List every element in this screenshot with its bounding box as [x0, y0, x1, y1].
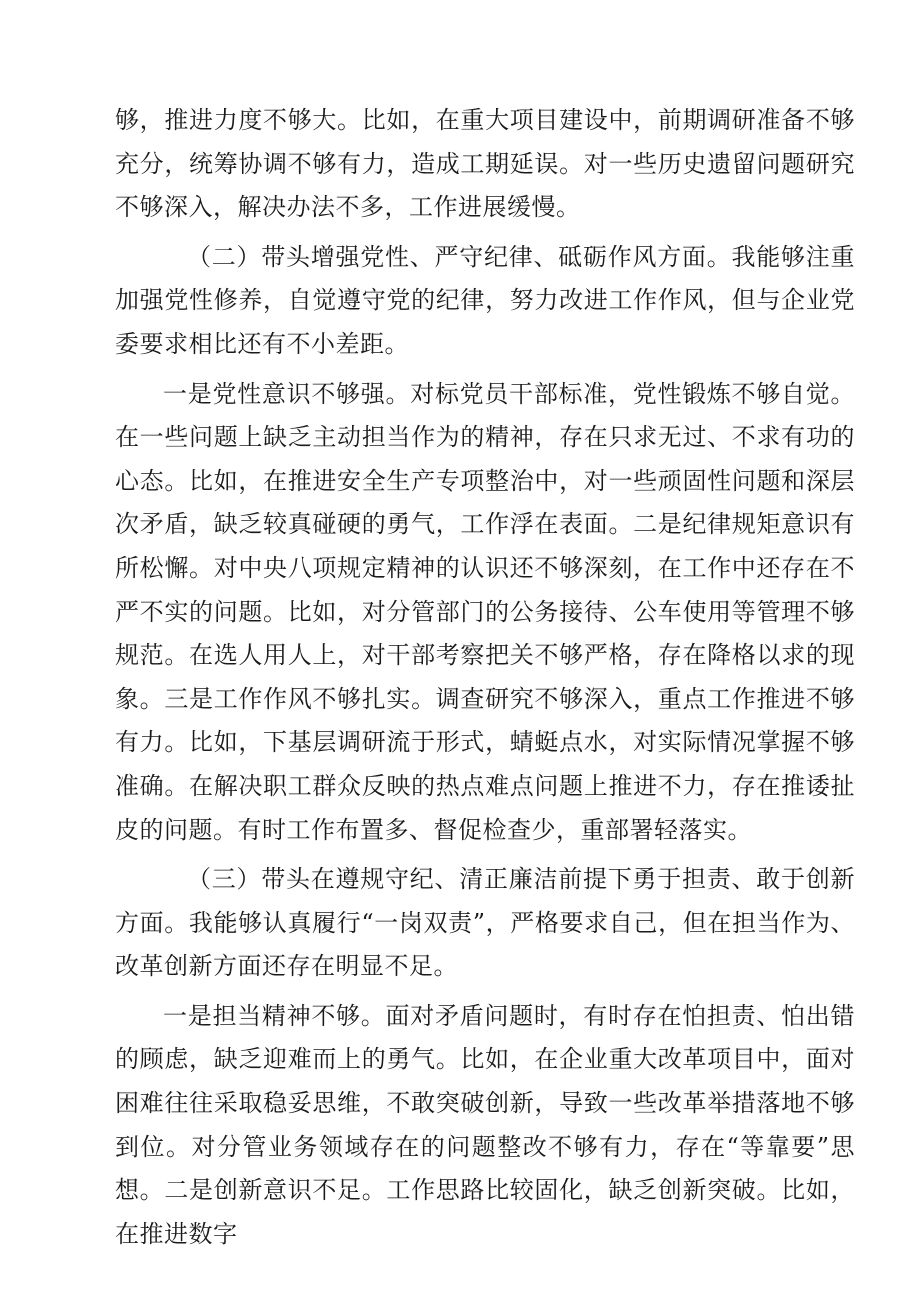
paragraph-body-party-discipline: 一是党性意识不够强。对标党员干部标准，党性锻炼不够自觉。在一些问题上缺乏主动担当作为的精神，存在只求无过、不求有功的心态。比如，在推进安全生产专项整治中，对一些顽固性问题和深层次矛盾，缺乏较真碰硬的勇气，工作浮在表面。二是纪律规矩意识有所松懈。对中央八项规定精神的认识还不够深刻，在工作中还存在不严不实的问题。比如，对分管部门的公务接待、公车使用等管理不够规范。在选人用人上，对干部考察把关不够严格，存在降格以求的现象。三是工作作风不够扎实。调查研究不够深入，重点工作推进不够有力。比如，下基层调研流于形式，蜻蜓点水，对实际情况掌握不够准确。在解决职工群众反映的热点难点问题上推进不力，存在推诿扯皮的问题。有时工作布置多、督促检查少，重部署轻落实。	[115, 379, 855, 844]
paragraph-body-responsibility: 一是担当精神不够。面对矛盾问题时，有时存在怕担责、怕出错的顾虑，缺乏迎难而上的勇气。比如，在企业重大改革项目中，面对困难往往采取稳妥思维，不敢突破创新，导致一些改革举措落地不够到位。对分管业务领域存在的问题整改不够有力，存在“等靠要”思想。二是创新意识不足。工作思路比较固化，缺乏创新突破。比如，在推进数字	[115, 1001, 855, 1248]
document-body	[115, 99, 855, 1256]
section-heading-3: （三）带头在遵规守纪、清正廉洁前提下勇于担责、敢于创新方面。我能够认真履行“一岗双责”，严格要求自己，但在担当作为、改革创新方面还存在明显不足。	[115, 865, 855, 981]
section-heading-2: （二）带头增强党性、严守纪律、砥砺作风方面。我能够注重加强党性修养，自觉遵守党的纪律，努力改进工作作风，但与企业党委要求相比还有不小差距。	[115, 242, 855, 358]
paragraph-continuation: 够，推进力度不够大。比如，在重大项目建设中，前期调研准备不够充分，统筹协调不够有力，造成工期延误。对一些历史遗留问题研究不够深入，解决办法不多，工作进展缓慢。	[115, 106, 855, 222]
